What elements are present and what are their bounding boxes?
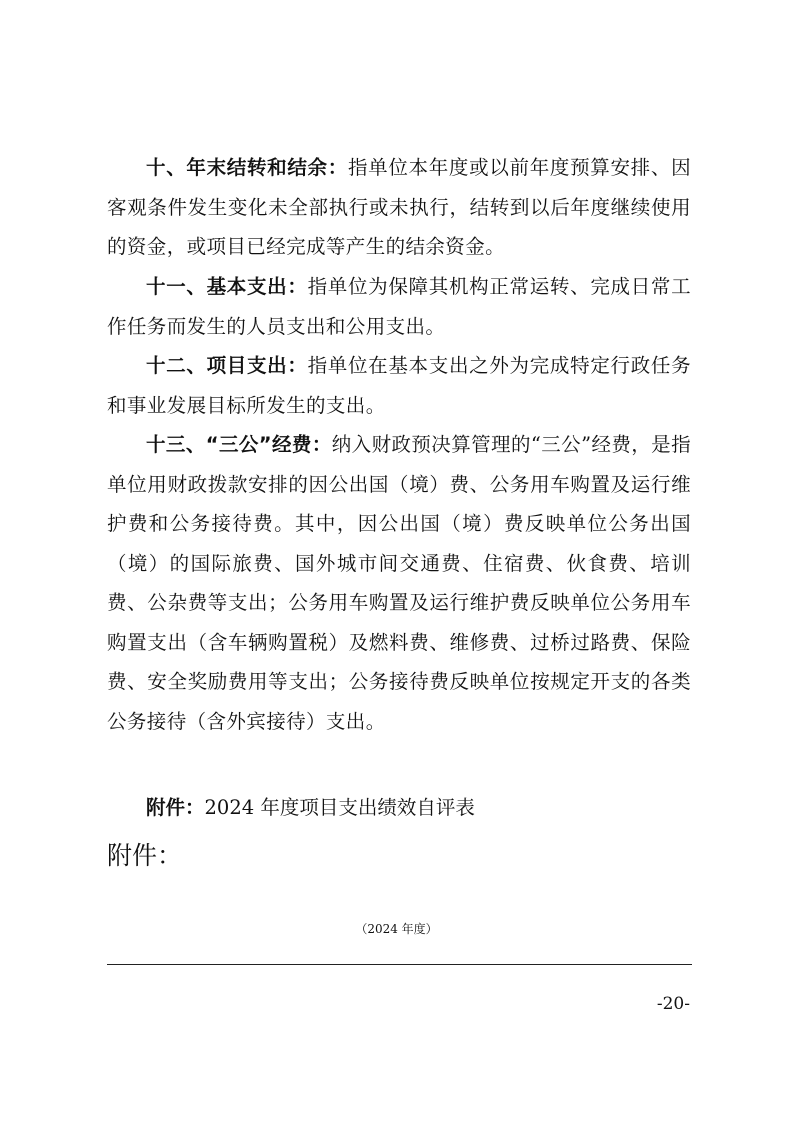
glossary-item-10 xyxy=(107,148,691,267)
attachment-label: 附件： xyxy=(146,796,205,819)
footer-divider xyxy=(107,964,692,965)
glossary-body: 指单位本年度或以前年度预算安排、因客观条件发生变化未全部执行或未执行，结转到以后年度继续使用的资金，或项目已经完成等产生的结余资金。 xyxy=(107,156,691,258)
glossary-body: 指单位在基本支出之外为完成特定行政任务和事业发展目标所发生的支出。 xyxy=(107,354,692,417)
glossary-heading: 十、年末结转和结余： xyxy=(146,156,348,179)
page-number: -20- xyxy=(656,994,690,1014)
attachment-title: 附件： xyxy=(107,841,183,870)
glossary-item-12 xyxy=(107,346,691,425)
year-note: （2024 年度） xyxy=(355,922,438,936)
glossary-body: 指单位为保障其机构正常运转、完成日常工作任务而发生的人员支出和公用支出。 xyxy=(107,275,692,338)
glossary-item-13 xyxy=(107,425,691,741)
glossary-item-11 xyxy=(107,267,691,346)
attachment-text: 2024 年度项目支出绩效自评表 xyxy=(204,796,475,819)
glossary-heading: 十三、“三公”经费： xyxy=(146,433,332,456)
glossary-body: 纳入财政预决算管理的“三公”经费，是指单位用财政拨款安排的因公出国（境）费、公务用车购置及运行维护费和公务接待费。其中，因公出国（境）费反映单位公务出国（境）的国际旅费、国外城市间交通费、住宿费、伙食费、培训费、公杂费等支出；公务用车购置及运行维护费反映单位公务用车购置支出（含车辆购置税）及燃料费、维修费、过桥过路费、保险费、安全奖励费用等支出；公务接待费反映单位按规定开支的各类公务接待（含外宾接待）支出。 xyxy=(107,433,691,733)
glossary-heading: 十二、项目支出： xyxy=(146,354,308,377)
attachment-reference xyxy=(146,790,475,826)
glossary-heading: 十一、基本支出： xyxy=(146,275,308,298)
